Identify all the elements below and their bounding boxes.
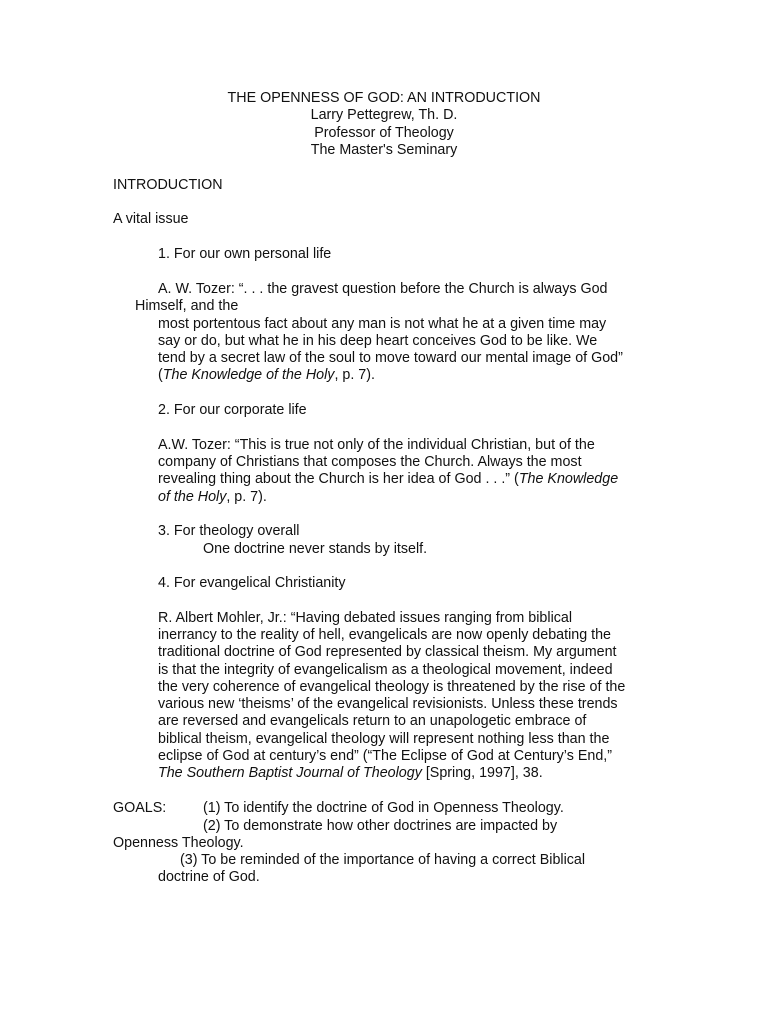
point-4-quote-line: traditional doctrine of God represented by classical theism. My argument <box>158 644 617 660</box>
citation-page: , p. 7). <box>334 367 375 383</box>
point-1-quote-line: Himself, and the <box>135 298 239 314</box>
citation-book-title: The Knowledge <box>518 471 619 487</box>
citation-book-title: The Knowledge of the Holy <box>162 367 335 383</box>
point-2-quote-line: company of Christians that composes the Church. Always the most <box>158 454 582 470</box>
author-position: Professor of Theology <box>314 125 454 141</box>
point-4-quote-line: are reversed and evangelicals return to an unapologetic embrace of <box>158 713 587 729</box>
point-1-quote-line: A. W. Tozer: “. . . the gravest question before the Church is always God <box>158 281 608 297</box>
goal-2-continued: Openness Theology. <box>113 835 244 851</box>
subheading-vital-issue: A vital issue <box>113 211 189 227</box>
goal-2: (2) To demonstrate how other doctrines are impacted by <box>203 818 558 834</box>
point-2-quote-line <box>158 471 618 488</box>
citation-journal-title: The Southern Baptist Journal of Theology <box>158 765 422 781</box>
document-title: THE OPENNESS OF GOD: AN INTRODUCTION <box>227 90 541 106</box>
goal-3-continued: doctrine of God. <box>158 869 260 885</box>
point-4-quote-line: eclipse of God at century’s end” (“The Eclipse of God at Century’s End,” <box>158 748 613 764</box>
point-1-quote-line: tend by a secret law of the soul to move toward our mental image of God” <box>158 350 623 366</box>
point-1-heading: 1. For our own personal life <box>158 246 332 262</box>
point-2-heading: 2. For our corporate life <box>158 402 307 418</box>
point-3-subtext: One doctrine never stands by itself. <box>203 541 428 557</box>
point-2-quote-line: A.W. Tozer: “This is true not only of the individual Christian, but of the <box>158 437 595 453</box>
point-4-quote-line: R. Albert Mohler, Jr.: “Having debated issues ranging from biblical <box>158 610 573 626</box>
point-2-citation <box>158 489 267 506</box>
point-4-quote-line: is that the integrity of evangelicalism as a theological movement, indeed <box>158 662 613 678</box>
quote-text: revealing thing about the Church is her idea of God . . .” ( <box>158 471 519 487</box>
point-4-quote-line: inerrancy to the reality of hell, evangelicals are now openly debating the <box>158 627 612 643</box>
section-heading-introduction: INTRODUCTION <box>113 177 223 193</box>
citation-page: , p. 7). <box>226 489 267 505</box>
point-4-heading: 4. For evangelical Christianity <box>158 575 346 591</box>
author-institution: The Master's Seminary <box>310 142 458 158</box>
point-4-quote-line: various new ‘theisms’ of the evangelical revisionists. Unless these trends <box>158 696 618 712</box>
point-4-quote-line: the very coherence of evangelical theology is threatened by the rise of the <box>158 679 626 695</box>
citation-details: [Spring, 1997], 38. <box>421 765 543 781</box>
author-name: Larry Pettegrew, Th. D. <box>310 107 458 123</box>
point-1-quote-line: say or do, but what he in his deep heart conceives God to be like. We <box>158 333 598 349</box>
point-3-heading: 3. For theology overall <box>158 523 300 539</box>
point-1-citation <box>158 367 375 384</box>
goals-label: GOALS: <box>113 800 167 816</box>
point-4-quote-line: biblical theism, evangelical theology will represent nothing less than the <box>158 731 610 747</box>
goal-1: (1) To identify the doctrine of God in Openness Theology. <box>203 800 564 816</box>
citation-book-title: of the Holy <box>158 489 227 505</box>
point-4-citation <box>158 765 543 782</box>
point-1-quote-line: most portentous fact about any man is not what he at a given time may <box>158 316 607 332</box>
goal-3: (3) To be reminded of the importance of having a correct Biblical <box>180 852 586 868</box>
citation-open: ( <box>158 367 163 383</box>
